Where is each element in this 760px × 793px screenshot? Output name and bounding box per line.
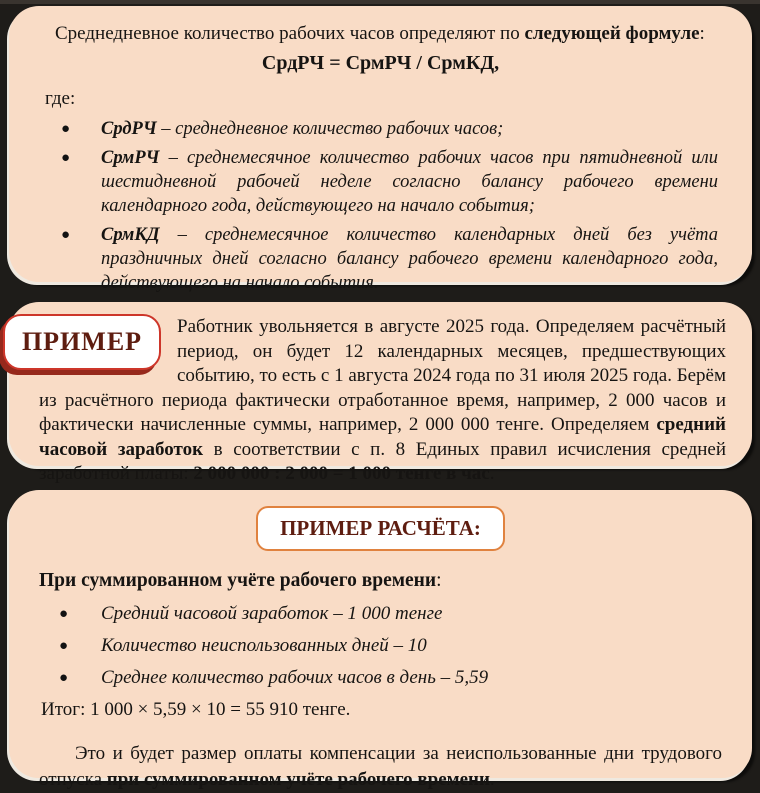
where-label: где: xyxy=(45,88,76,109)
list-item-srmrch xyxy=(43,146,718,218)
list-item-text: СрдРЧ – среднедневное количество рабочих часов; xyxy=(101,119,504,139)
calc-list xyxy=(39,601,722,690)
formula-panel xyxy=(9,6,752,293)
list-item-text: Количество неиспользованных дней – 10 xyxy=(101,635,427,656)
list-item-hourly xyxy=(39,601,722,626)
list-item-srmkd xyxy=(43,223,718,295)
list-item-days xyxy=(39,633,722,658)
calc-total: Итог: 1 000 × 5,59 × 10 = 55 910 тенге. xyxy=(41,699,351,720)
example-badge: ПРИМЕР xyxy=(3,314,161,370)
formula-intro: Среднедневное количество рабочих часов определяют по следующей формуле: xyxy=(55,23,705,44)
calc-lead: При суммированном учёте рабочего времени: xyxy=(39,570,442,591)
list-item-srdrch xyxy=(43,117,718,141)
list-item-text: Среднее количество рабочих часов в день – 5,59 xyxy=(101,667,489,688)
bullet-icon: ● xyxy=(59,670,69,686)
example-panel xyxy=(9,302,752,484)
list-item-avg-hours xyxy=(39,665,722,690)
bullet-icon: ● xyxy=(61,227,71,243)
list-item-text: Средний часовой заработок – 1 000 тенге xyxy=(101,603,443,624)
bullet-icon: ● xyxy=(59,638,69,654)
list-item-text: СрмКД – среднемесячное количество календарных дней без учёта праздничных дней согласно балансу рабочего времени календарного года, действующего на начало события. xyxy=(101,225,718,293)
formula-term-list xyxy=(43,117,718,295)
bullet-icon: ● xyxy=(59,606,69,622)
calc-panel xyxy=(9,490,752,790)
calc-footer: Это и будет размер оплаты компенсации за неиспользованные дни трудового отпуска при суммированном учёте рабочего времени. xyxy=(39,743,722,790)
calc-badge: ПРИМЕР РАСЧЁТА: xyxy=(256,506,505,551)
formula-line: СрдРЧ = СрмРЧ / СрмКД, xyxy=(261,52,500,74)
example-body: Работник увольняется в августе 2025 года. Определяем расчётный период, он будет 12 календарных месяцев, предшествующих событию, то есть с 1 августа 2024 года по 31 июля 2025 года. Берём из расчётного периода фактически отработанное время, например, 2 000 часов и фактически начисленные суммы, например, 2 000 000 тенге. Определяем средний часовой заработок в соответствии с п. 8 Единых правил исчисления средней заработной платы: 2 000 000 : 2 000 = 1 000 тенге в час. xyxy=(39,316,727,484)
list-item-text: СрмРЧ – среднемесячное количество рабочих часов при пятидневной или шестидневной рабочей неделе согласно балансу рабочего времени календарного года, действующего на начало события; xyxy=(101,148,718,216)
bullet-icon: ● xyxy=(61,150,71,166)
bullet-icon: ● xyxy=(61,121,71,137)
